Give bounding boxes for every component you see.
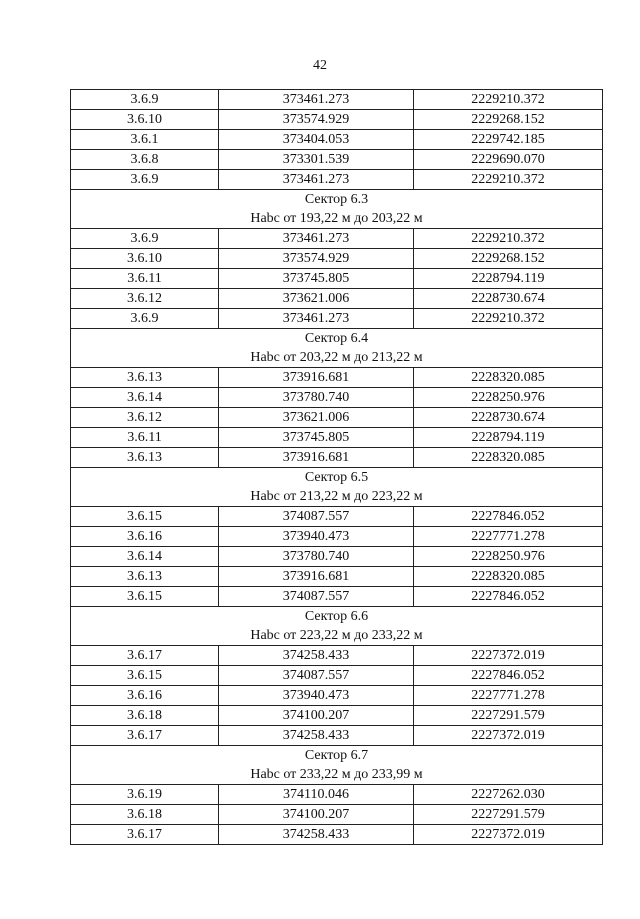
table-row bbox=[71, 507, 603, 527]
point-id-cell: 3.6.17 bbox=[71, 646, 219, 666]
x-coordinate-cell: 373745.805 bbox=[219, 269, 414, 289]
sector-header-row bbox=[71, 329, 603, 368]
sector-header-row bbox=[71, 468, 603, 507]
x-coordinate-cell: 374087.557 bbox=[219, 507, 414, 527]
x-coordinate-cell: 373461.273 bbox=[219, 170, 414, 190]
table-row bbox=[71, 150, 603, 170]
x-coordinate-cell: 373940.473 bbox=[219, 527, 414, 547]
x-coordinate-cell: 373916.681 bbox=[219, 368, 414, 388]
coordinates-table-body bbox=[71, 90, 603, 845]
y-coordinate-cell: 2228794.119 bbox=[414, 269, 603, 289]
point-id-cell: 3.6.18 bbox=[71, 805, 219, 825]
point-id-cell: 3.6.1 bbox=[71, 130, 219, 150]
table-row bbox=[71, 269, 603, 289]
sector-header bbox=[71, 190, 603, 229]
sector-header-row bbox=[71, 746, 603, 785]
sector-title: Сектор 6.5 bbox=[304, 470, 369, 485]
coordinates-table bbox=[70, 89, 603, 845]
table-row bbox=[71, 805, 603, 825]
page-number: 42 bbox=[313, 58, 327, 73]
y-coordinate-cell: 2228794.119 bbox=[414, 428, 603, 448]
sector-height-range: Нabc от 203,22 м до 213,22 м bbox=[250, 350, 423, 365]
table-row bbox=[71, 726, 603, 746]
sector-title: Сектор 6.3 bbox=[304, 192, 369, 207]
x-coordinate-cell: 374258.433 bbox=[219, 825, 414, 845]
sector-header bbox=[71, 329, 603, 368]
table-row bbox=[71, 110, 603, 130]
table-row bbox=[71, 706, 603, 726]
table-row bbox=[71, 825, 603, 845]
x-coordinate-cell: 374258.433 bbox=[219, 646, 414, 666]
y-coordinate-cell: 2229210.372 bbox=[414, 229, 603, 249]
x-coordinate-cell: 374258.433 bbox=[219, 726, 414, 746]
sector-height-range: Нabc от 193,22 м до 203,22 м bbox=[250, 211, 423, 226]
point-id-cell: 3.6.9 bbox=[71, 309, 219, 329]
x-coordinate-cell: 373745.805 bbox=[219, 428, 414, 448]
point-id-cell: 3.6.14 bbox=[71, 388, 219, 408]
sector-header bbox=[71, 746, 603, 785]
table-row bbox=[71, 587, 603, 607]
y-coordinate-cell: 2229268.152 bbox=[414, 110, 603, 130]
sector-height-range: Нabc от 233,22 м до 233,99 м bbox=[250, 767, 423, 782]
y-coordinate-cell: 2227262.030 bbox=[414, 785, 603, 805]
y-coordinate-cell: 2227372.019 bbox=[414, 726, 603, 746]
x-coordinate-cell: 373461.273 bbox=[219, 229, 414, 249]
x-coordinate-cell: 373916.681 bbox=[219, 448, 414, 468]
table-row bbox=[71, 785, 603, 805]
table-row bbox=[71, 368, 603, 388]
table-row bbox=[71, 170, 603, 190]
y-coordinate-cell: 2227771.278 bbox=[414, 527, 603, 547]
point-id-cell: 3.6.13 bbox=[71, 448, 219, 468]
y-coordinate-cell: 2229742.185 bbox=[414, 130, 603, 150]
x-coordinate-cell: 373404.053 bbox=[219, 130, 414, 150]
y-coordinate-cell: 2228730.674 bbox=[414, 408, 603, 428]
point-id-cell: 3.6.18 bbox=[71, 706, 219, 726]
x-coordinate-cell: 374110.046 bbox=[219, 785, 414, 805]
x-coordinate-cell: 373301.539 bbox=[219, 150, 414, 170]
point-id-cell: 3.6.15 bbox=[71, 666, 219, 686]
sector-header-row bbox=[71, 607, 603, 646]
x-coordinate-cell: 374087.557 bbox=[219, 666, 414, 686]
table-row bbox=[71, 309, 603, 329]
point-id-cell: 3.6.15 bbox=[71, 587, 219, 607]
sector-header bbox=[71, 607, 603, 646]
point-id-cell: 3.6.10 bbox=[71, 249, 219, 269]
sector-title: Сектор 6.7 bbox=[304, 748, 369, 763]
x-coordinate-cell: 373461.273 bbox=[219, 90, 414, 110]
point-id-cell: 3.6.9 bbox=[71, 229, 219, 249]
y-coordinate-cell: 2227771.278 bbox=[414, 686, 603, 706]
table-row bbox=[71, 90, 603, 110]
point-id-cell: 3.6.11 bbox=[71, 428, 219, 448]
y-coordinate-cell: 2228250.976 bbox=[414, 388, 603, 408]
x-coordinate-cell: 374100.207 bbox=[219, 805, 414, 825]
y-coordinate-cell: 2229690.070 bbox=[414, 150, 603, 170]
y-coordinate-cell: 2228730.674 bbox=[414, 289, 603, 309]
y-coordinate-cell: 2227846.052 bbox=[414, 507, 603, 527]
y-coordinate-cell: 2227291.579 bbox=[414, 706, 603, 726]
point-id-cell: 3.6.14 bbox=[71, 547, 219, 567]
sector-title: Сектор 6.6 bbox=[304, 609, 369, 624]
x-coordinate-cell: 373780.740 bbox=[219, 547, 414, 567]
y-coordinate-cell: 2227846.052 bbox=[414, 587, 603, 607]
x-coordinate-cell: 373461.273 bbox=[219, 309, 414, 329]
table-row bbox=[71, 130, 603, 150]
point-id-cell: 3.6.10 bbox=[71, 110, 219, 130]
y-coordinate-cell: 2229210.372 bbox=[414, 309, 603, 329]
y-coordinate-cell: 2229210.372 bbox=[414, 90, 603, 110]
point-id-cell: 3.6.9 bbox=[71, 90, 219, 110]
table-row bbox=[71, 527, 603, 547]
point-id-cell: 3.6.12 bbox=[71, 408, 219, 428]
point-id-cell: 3.6.12 bbox=[71, 289, 219, 309]
x-coordinate-cell: 374100.207 bbox=[219, 706, 414, 726]
point-id-cell: 3.6.19 bbox=[71, 785, 219, 805]
y-coordinate-cell: 2228320.085 bbox=[414, 567, 603, 587]
x-coordinate-cell: 373621.006 bbox=[219, 408, 414, 428]
point-id-cell: 3.6.9 bbox=[71, 170, 219, 190]
y-coordinate-cell: 2228320.085 bbox=[414, 368, 603, 388]
x-coordinate-cell: 373621.006 bbox=[219, 289, 414, 309]
table-row bbox=[71, 408, 603, 428]
sector-title: Сектор 6.4 bbox=[304, 331, 369, 346]
y-coordinate-cell: 2227291.579 bbox=[414, 805, 603, 825]
table-row bbox=[71, 229, 603, 249]
point-id-cell: 3.6.15 bbox=[71, 507, 219, 527]
x-coordinate-cell: 373574.929 bbox=[219, 110, 414, 130]
point-id-cell: 3.6.13 bbox=[71, 368, 219, 388]
y-coordinate-cell: 2227372.019 bbox=[414, 825, 603, 845]
table-row bbox=[71, 646, 603, 666]
table-row bbox=[71, 249, 603, 269]
y-coordinate-cell: 2227372.019 bbox=[414, 646, 603, 666]
y-coordinate-cell: 2227846.052 bbox=[414, 666, 603, 686]
table-row bbox=[71, 428, 603, 448]
point-id-cell: 3.6.11 bbox=[71, 269, 219, 289]
sector-header bbox=[71, 468, 603, 507]
y-coordinate-cell: 2229210.372 bbox=[414, 170, 603, 190]
sector-height-range: Нabc от 223,22 м до 233,22 м bbox=[250, 628, 423, 643]
table-row bbox=[71, 388, 603, 408]
point-id-cell: 3.6.8 bbox=[71, 150, 219, 170]
x-coordinate-cell: 374087.557 bbox=[219, 587, 414, 607]
point-id-cell: 3.6.17 bbox=[71, 726, 219, 746]
x-coordinate-cell: 373940.473 bbox=[219, 686, 414, 706]
table-row bbox=[71, 547, 603, 567]
x-coordinate-cell: 373780.740 bbox=[219, 388, 414, 408]
table-row bbox=[71, 686, 603, 706]
point-id-cell: 3.6.17 bbox=[71, 825, 219, 845]
point-id-cell: 3.6.16 bbox=[71, 527, 219, 547]
y-coordinate-cell: 2228320.085 bbox=[414, 448, 603, 468]
table-row bbox=[71, 289, 603, 309]
table-row bbox=[71, 448, 603, 468]
point-id-cell: 3.6.16 bbox=[71, 686, 219, 706]
sector-height-range: Нabc от 213,22 м до 223,22 м bbox=[250, 489, 423, 504]
table-row bbox=[71, 567, 603, 587]
y-coordinate-cell: 2229268.152 bbox=[414, 249, 603, 269]
y-coordinate-cell: 2228250.976 bbox=[414, 547, 603, 567]
sector-header-row bbox=[71, 190, 603, 229]
table-row bbox=[71, 666, 603, 686]
x-coordinate-cell: 373574.929 bbox=[219, 249, 414, 269]
x-coordinate-cell: 373916.681 bbox=[219, 567, 414, 587]
point-id-cell: 3.6.13 bbox=[71, 567, 219, 587]
